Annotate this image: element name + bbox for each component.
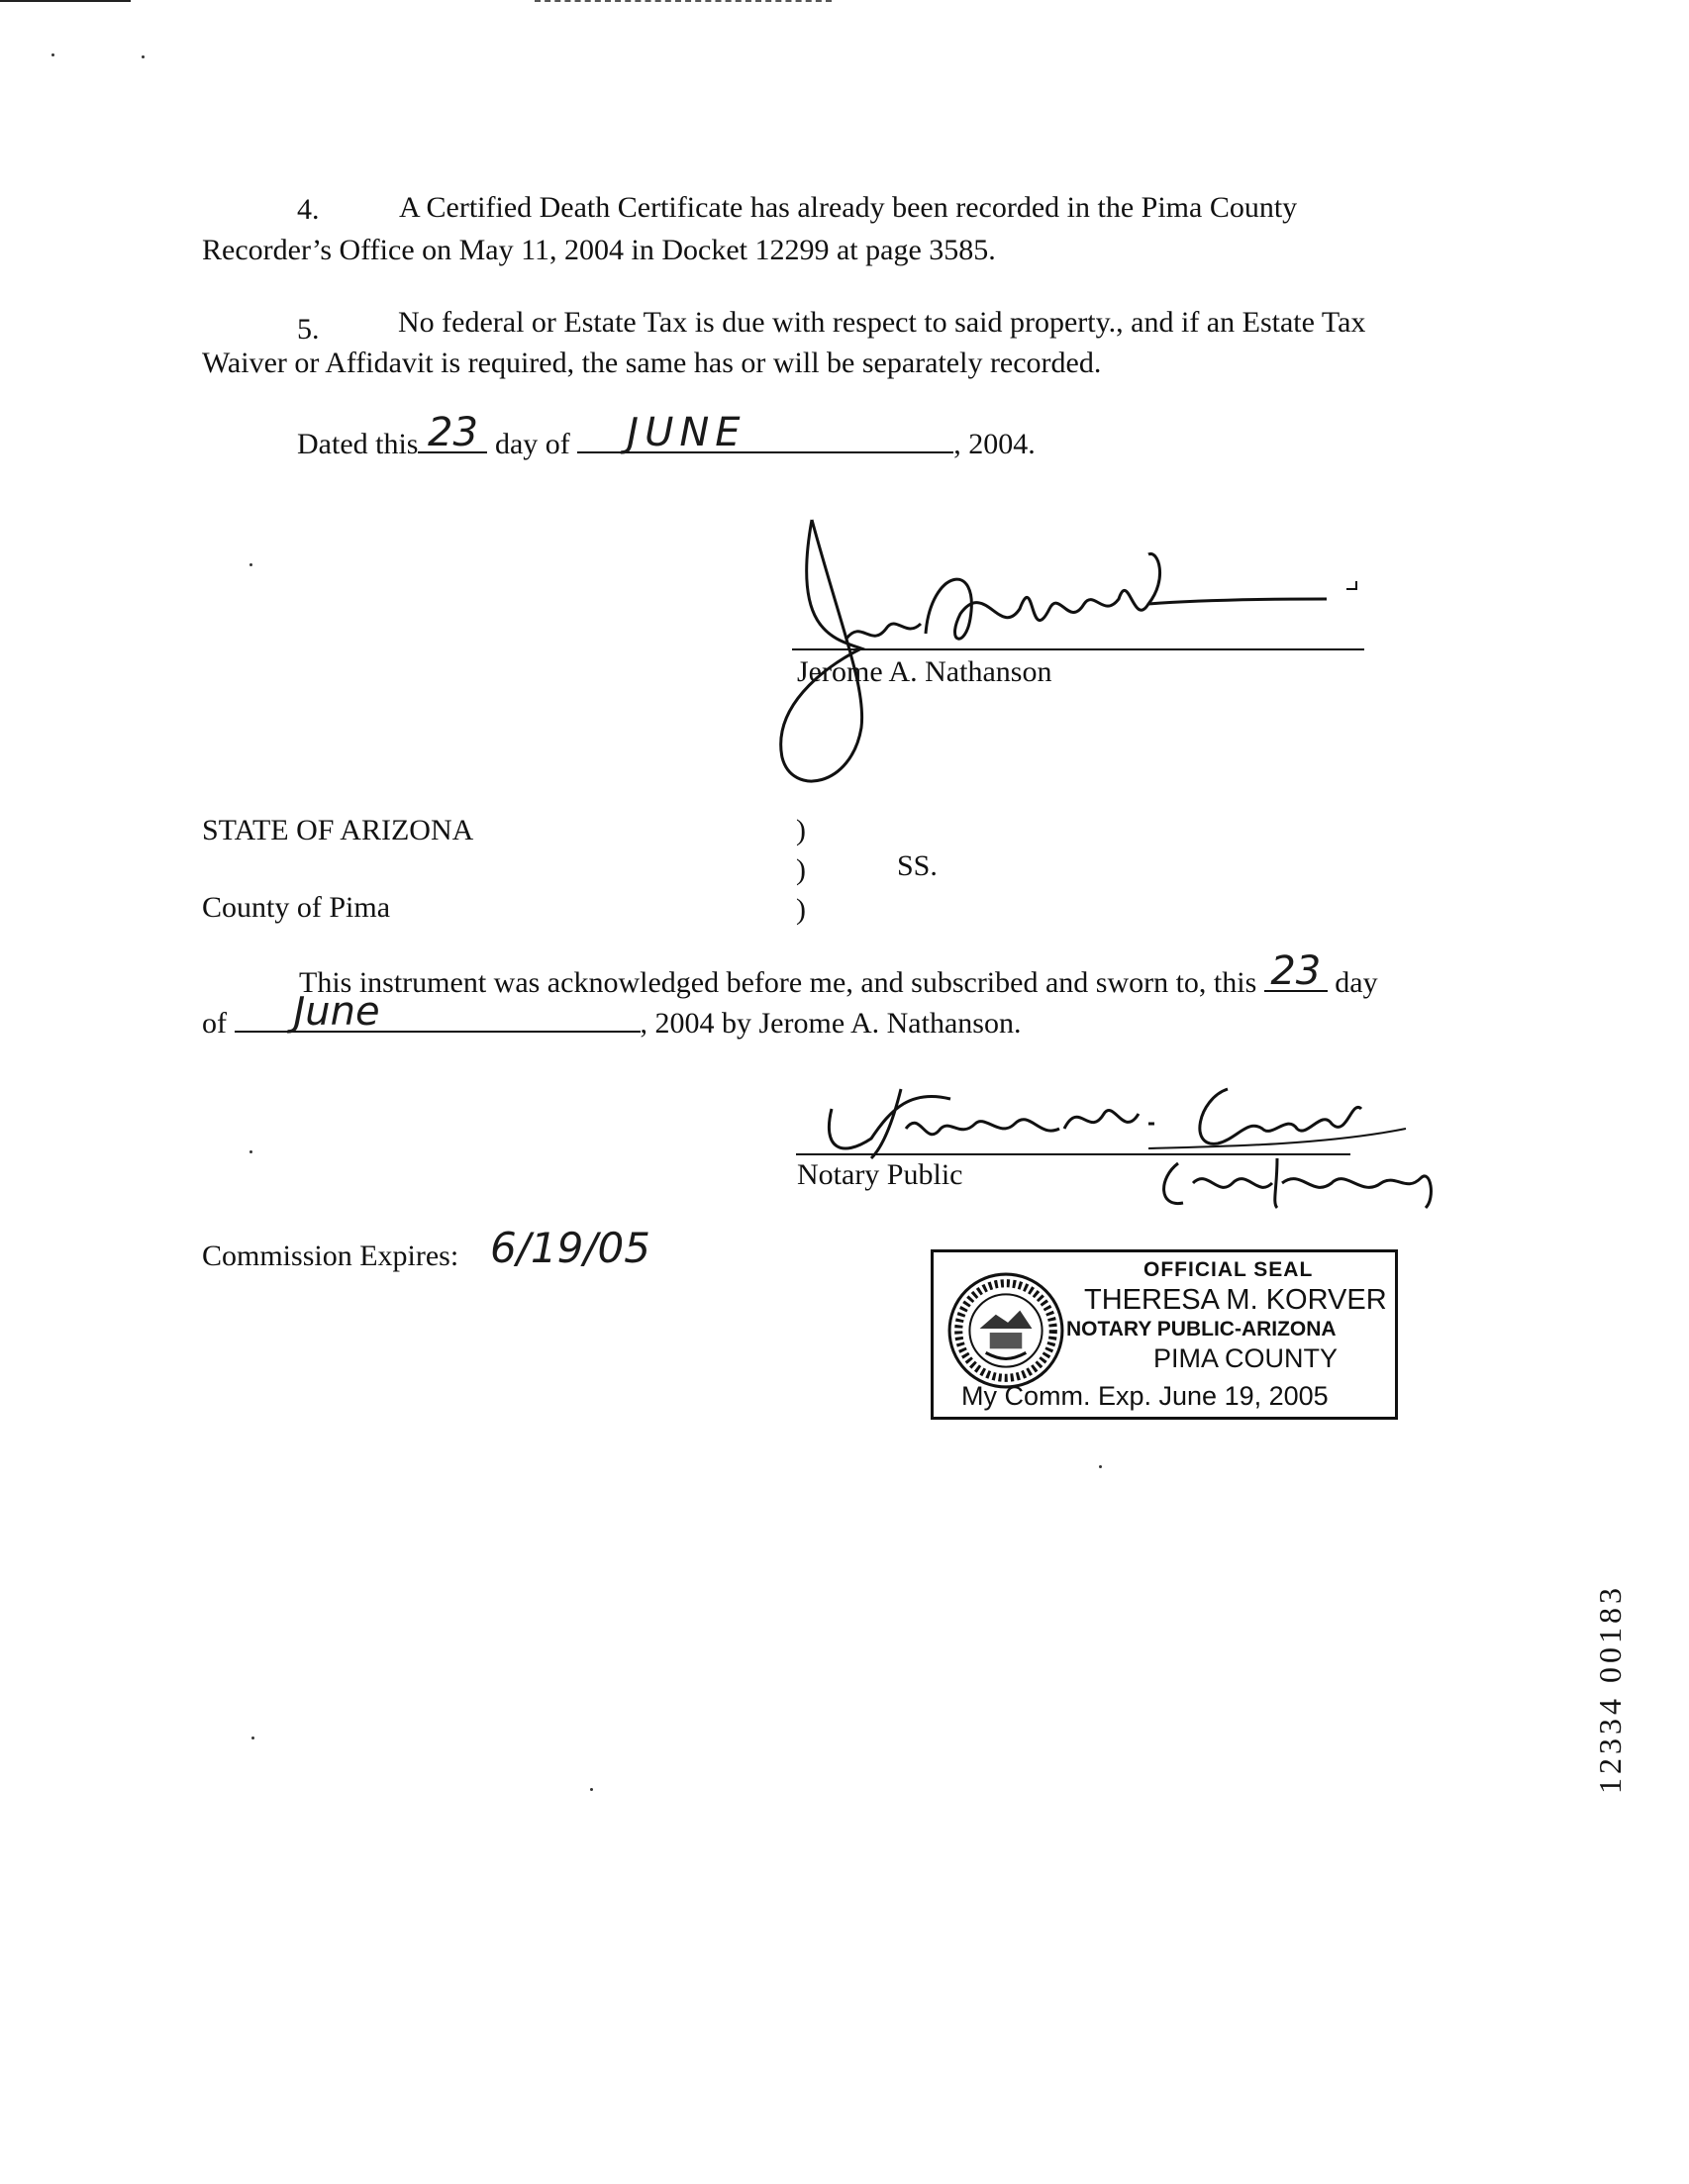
speck (142, 55, 145, 58)
commission-date-handwritten: 6/19/05 (490, 1224, 650, 1272)
recording-number-margin: 12334 00183 (1592, 1584, 1628, 1794)
signer-name: Jerome A. Nathanson (797, 655, 1052, 688)
speck (590, 1788, 593, 1791)
venue-state: STATE OF ARIZONA (202, 814, 474, 846)
acknowledgment-day-field (1264, 948, 1328, 994)
paragraph-5-line-2: Waiver or Affidavit is required, the same has or will be separately recorded. (202, 347, 1102, 379)
acknowledgment-day-handwritten: 23 (1270, 948, 1322, 994)
dated-month-field (577, 410, 953, 455)
venue-paren-1: ) (796, 814, 806, 846)
top-rule (0, 0, 131, 2)
acknowledgment-line-2 (202, 989, 1022, 1044)
seal-line-1: OFFICIAL SEAL (1143, 1258, 1314, 1281)
dated-prefix: Dated this (297, 428, 419, 460)
acknowledgment-of: of (202, 1007, 227, 1040)
acknowledgment-day-word: day (1335, 966, 1378, 999)
speck (249, 563, 252, 566)
notary-title: Notary Public (797, 1158, 963, 1191)
arizona-state-seal-icon (945, 1270, 1066, 1391)
seal-line-3: NOTARY PUBLIC-ARIZONA (1066, 1318, 1337, 1340)
dated-middle: day of (494, 428, 570, 460)
dated-line (297, 410, 1036, 465)
paragraph-4-number: 4. (297, 193, 320, 226)
venue-paren-2: ) (796, 853, 806, 886)
paragraph-4-line-2: Recorder’s Office on May 11, 2004 in Docket 12299 at page 3585. (202, 234, 996, 266)
acknowledgment-month-field (235, 989, 641, 1035)
speck (251, 1737, 254, 1739)
acknowledgment-text: This instrument was acknowledged before me, and subscribed and sworn to, this (299, 966, 1257, 999)
paragraph-5-line-1: No federal or Estate Tax is due with respect to said property., and if an Estate Tax (398, 306, 1366, 339)
speck (1099, 1465, 1102, 1468)
seal-line-2: THERESA M. KORVER (1084, 1284, 1387, 1316)
paragraph-5-number: 5. (297, 313, 320, 346)
speck (51, 53, 54, 56)
seal-line-4: PIMA COUNTY (1153, 1343, 1339, 1373)
venue-paren-3: ) (796, 893, 806, 926)
acknowledgment-month-handwritten: June (293, 989, 380, 1035)
dated-year: , 2004. (953, 428, 1036, 460)
venue-ss: SS. (897, 849, 938, 882)
official-seal-stamp (931, 1249, 1398, 1420)
dated-day-field (418, 410, 487, 455)
dated-month-handwritten: JUNE (627, 410, 746, 455)
dated-day-handwritten: 23 (428, 410, 478, 455)
speck (249, 1150, 252, 1153)
top-fragment (535, 0, 832, 2)
acknowledgment-suffix: , 2004 by Jerome A. Nathanson. (640, 1007, 1022, 1040)
paragraph-4-line-1: A Certified Death Certificate has already been recorded in the Pima County (399, 191, 1298, 224)
seal-line-5: My Comm. Exp. June 19, 2005 (961, 1381, 1329, 1411)
commission-label: Commission Expires: (202, 1240, 459, 1272)
venue-county: County of Pima (202, 891, 391, 924)
signer-signature-line (792, 648, 1364, 650)
